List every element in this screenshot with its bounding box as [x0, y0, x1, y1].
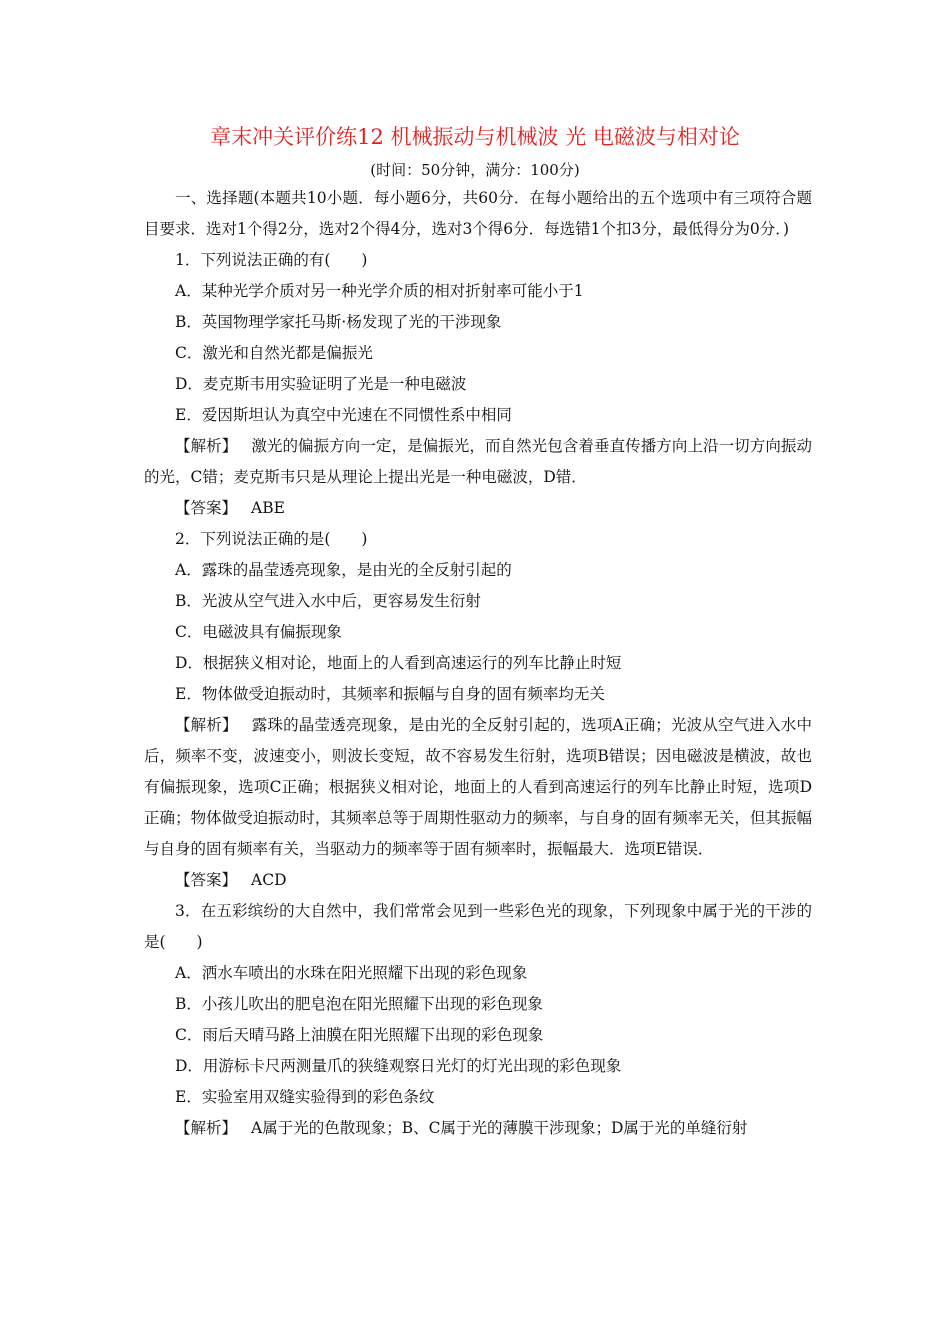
exam-duration-score: (时间：50分钟，满分：100分) — [370, 161, 580, 179]
section-instructions: 一、选择题(本题共10小题．每小题6分，共60分．在每小题给出的五个选项中有三项符合题目要求．选对1个得2分，选对2个得4分，选对3个得6分．每选错1个扣3分，最低得分为0分．) — [144, 189, 812, 238]
answer-label: 【答案】 — [175, 499, 238, 517]
analysis-text: 露珠的晶莹透亮现象，是由光的全反射引起的，选项A正确；光波从空气进入水中后，频率不变，波速变小，则波长变短，故不容易发生衍射，选项B错误；因电磁波是横波，故也有偏振现象，选项C正确；根据狭义相对论，地面上的人看到高速运行的列车比静止时短，选项D正确；物体做受迫振动时，其频率总等于周期性驱动力的频率，与自身的固有频率无关，但其振幅与自身的固有频率有关，当驱动力的频率等于固有频率时，振幅最大．选项E错误． — [144, 716, 812, 858]
option-c: C．电磁波具有偏振现象 — [175, 623, 342, 641]
answer-label: 【答案】 — [175, 871, 238, 889]
option-e: E．爱因斯坦认为真空中光速在不同惯性系中相同 — [175, 406, 512, 424]
analysis-label: 【解析】 — [175, 716, 238, 734]
analysis-block — [144, 710, 812, 865]
answer-value: ACD — [251, 871, 287, 889]
question-2 — [144, 524, 812, 896]
question-stem: 2．下列说法正确的是( ) — [175, 530, 368, 548]
option-c: C．激光和自然光都是偏振光 — [175, 344, 373, 362]
option-d: D．用游标卡尺两测量爪的狭缝观察日光灯的灯光出现的彩色现象 — [175, 1057, 622, 1075]
question-stem: 1．下列说法正确的有( ) — [175, 251, 368, 269]
option-a: A．洒水车喷出的水珠在阳光照耀下出现的彩色现象 — [175, 964, 528, 982]
option-b: B．光波从空气进入水中后，更容易发生衍射 — [175, 592, 481, 610]
answer-value: ABE — [251, 499, 285, 517]
answer-block — [144, 493, 812, 524]
option-e: E．实验室用双缝实验得到的彩色条纹 — [175, 1088, 435, 1106]
question-1 — [144, 245, 812, 524]
option-b: B．英国物理学家托马斯·杨发现了光的干涉现象 — [175, 313, 502, 331]
option-d: D．根据狭义相对论，地面上的人看到高速运行的列车比静止时短 — [175, 654, 622, 672]
document-body — [144, 183, 812, 1144]
analysis-text: A属于光的色散现象；B、C属于光的薄膜干涉现象；D属于光的单缝衍射 — [251, 1119, 748, 1137]
option-a: A．某种光学介质对另一种光学介质的相对折射率可能小于1 — [175, 282, 584, 300]
answer-block — [144, 865, 812, 896]
option-e: E．物体做受迫振动时，其频率和振幅与自身的固有频率均无关 — [175, 685, 605, 703]
question-stem: 3．在五彩缤纷的大自然中，我们常常会见到一些彩色光的现象，下列现象中属于光的干涉的是( ) — [144, 902, 812, 951]
analysis-text: 激光的偏振方向一定，是偏振光，而自然光包含着垂直传播方向上沿一切方向振动的光，C错；麦克斯韦只是从理论上提出光是一种电磁波，D错． — [144, 437, 812, 486]
analysis-label: 【解析】 — [175, 437, 238, 455]
option-c: C．雨后天晴马路上油膜在阳光照耀下出现的彩色现象 — [175, 1026, 544, 1044]
analysis-block — [144, 431, 812, 493]
analysis-label: 【解析】 — [175, 1119, 238, 1137]
option-a: A．露珠的晶莹透亮现象，是由光的全反射引起的 — [175, 561, 512, 579]
question-3 — [144, 896, 812, 1144]
option-b: B．小孩儿吹出的肥皂泡在阳光照耀下出现的彩色现象 — [175, 995, 543, 1013]
document-title: 章末冲关评价练12 机械振动与机械波 光 电磁波与相对论 — [210, 125, 740, 149]
option-d: D．麦克斯韦用实验证明了光是一种电磁波 — [175, 375, 467, 393]
analysis-block — [144, 1113, 812, 1144]
